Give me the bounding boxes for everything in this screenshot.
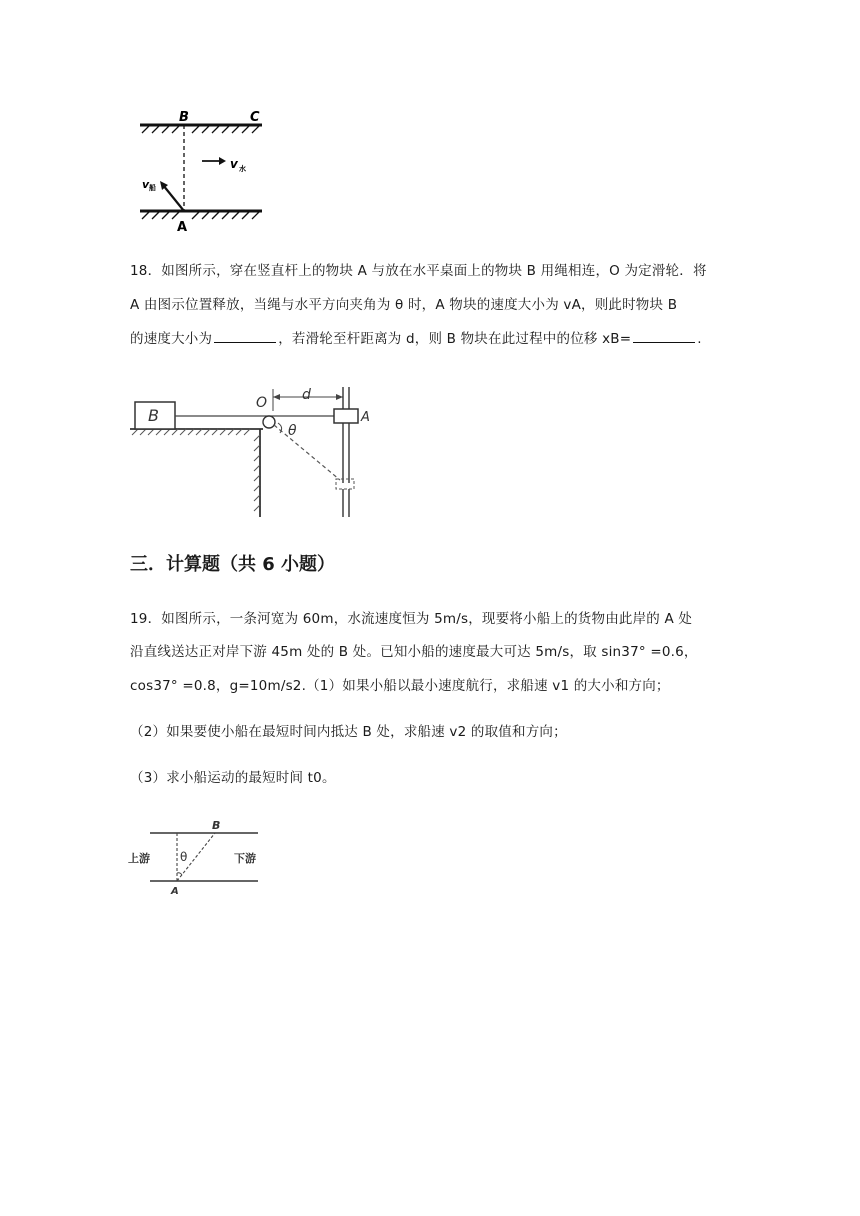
q18-line-2: A 由图示位置释放，当绳与水平方向夹角为 θ 时，A 物块的速度大小为 vA，则此时物块 B [130, 297, 678, 313]
angle-arc [177, 873, 182, 875]
label-upstream: 上游 [128, 852, 150, 865]
section-heading: 三．计算题（共 6 小题） [130, 554, 336, 575]
label-v-water: v [230, 157, 238, 171]
label-c: C [250, 110, 260, 125]
q18-line-3-part-a: 的速度大小为 [130, 331, 213, 347]
theta-arc [278, 423, 282, 433]
label-block-a: A [361, 410, 370, 425]
q19-line-5: （3）求小船运动的最短时间 t0。 [130, 770, 336, 786]
q19-line-1: 19．如图所示，一条河宽为 60m，水流速度恒为 5m/s，现要将小船上的货物由此岸的 A 处 [130, 611, 693, 627]
label-v-water-sub: 水 [239, 165, 246, 173]
label-a: A [177, 220, 188, 235]
pulley-icon [263, 416, 275, 428]
boat-velocity-arrow [163, 185, 184, 211]
answer-blank-xb[interactable] [633, 330, 695, 343]
label-theta: θ [288, 423, 297, 439]
block-a [334, 409, 358, 423]
label-downstream: 下游 [234, 852, 256, 865]
dimension-arrow-left-icon [273, 394, 280, 400]
figure-pulley-system [128, 383, 388, 523]
label-theta: θ [180, 850, 188, 864]
label-b: B [179, 110, 189, 125]
dashed-rope-later [274, 425, 340, 480]
water-velocity-arrowhead-icon [219, 157, 226, 165]
q18-line-3-part-b: ，若滑轮至杆距离为 d，则 B 物块在此过程中的位移 xB= [278, 331, 632, 347]
q18-line-3-part-c: . [697, 331, 702, 347]
q19-line-4: （2）如果要使小船在最短时间内抵达 B 处，求船速 v2 的取值和方向； [130, 724, 567, 740]
answer-blank-vb[interactable] [214, 330, 276, 343]
dimension-arrow-right-icon [336, 394, 343, 400]
block-a-later-position [336, 479, 354, 489]
q19-line-3: cos37° =0.8，g=10m/s2.（1）如果小船以最小速度航行，求船速 v1 的大小和方向； [130, 678, 670, 694]
label-o: O [256, 395, 268, 411]
figure-river-theta [126, 818, 266, 900]
label-v-boat-sub: 船 [149, 184, 156, 192]
label-v-boat: v [142, 178, 150, 191]
label-a: A [171, 886, 179, 897]
label-b: B [212, 819, 221, 832]
label-d: d [302, 387, 311, 403]
q18-line-1: 18．如图所示，穿在竖直杆上的物块 A 与放在水平桌面上的物块 B 用绳相连，O 为定滑轮．将 [130, 263, 707, 279]
figure-river-crossing [130, 105, 270, 235]
label-block-b: B [148, 406, 159, 425]
q18-line-3 [130, 329, 702, 349]
q19-line-2: 沿直线送达正对岸下游 45m 处的 B 处。已知小船的速度最大可达 5m/s，取 sin37° =0.6， [130, 644, 698, 660]
